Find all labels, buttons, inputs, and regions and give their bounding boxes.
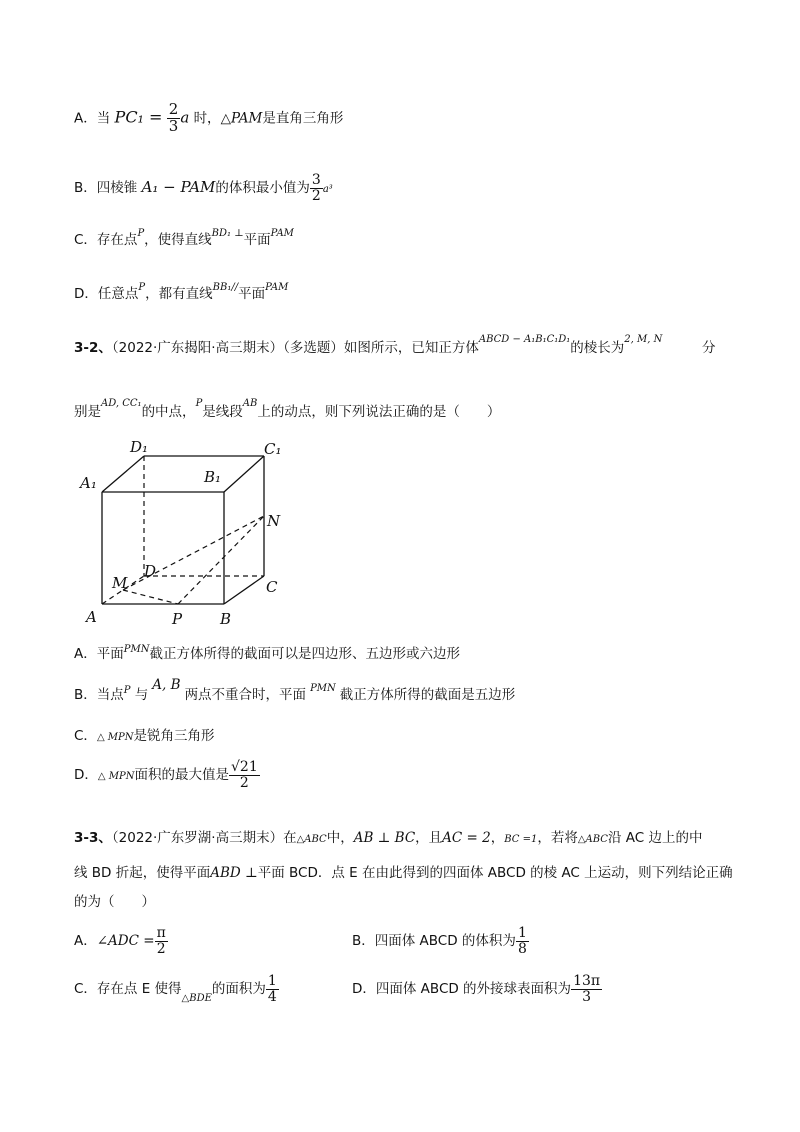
label-n: N [267, 512, 281, 530]
math-pyramid: A₁ − PAM [141, 178, 216, 197]
label-d: D [144, 562, 157, 580]
option-d-3-1: D．任意点$^P$，都有直线$^{BB_1//}$平面$^{PAM}$ [74, 282, 289, 302]
label-b: B [220, 610, 232, 628]
math-triangle-pam: △PAM [220, 110, 263, 127]
option-d-3-3: D．四面体 ABCD 的外接球表面积为 $\frac{13\pi}{3}$ [352, 973, 601, 1005]
question-number: 3-2、 [74, 340, 112, 356]
question-3-3-line1: 3-3、（2022·广东罗湖·高三期末）在△ABC中，AB ⊥ BC，且AC = 2，BC =1，若将△ABC沿 AC 边上的中 [74, 830, 703, 846]
question-3-2-line1: 3-2、（2022·广东揭阳·高三期末）（多选题）如图所示，已知正方体$^{ABCD - A_1B_1C_1D_1}$的棱长为$^{2, M, N}$ [74, 334, 663, 356]
label-b1: B₁ [204, 468, 222, 486]
option-d-3-2: D．△ MPN面积的最大值是 $\frac{√21}{2}$ [74, 759, 258, 791]
label-c: C [266, 578, 278, 596]
cube-figure [74, 436, 294, 632]
option-c-3-1: C．存在点$^P$，使得直线$^{BD_1 \perp}$平面$^{PAM}$ [74, 228, 294, 248]
label-a1: A₁ [80, 474, 97, 492]
edge-bc [224, 576, 264, 604]
label-c1: C₁ [264, 440, 282, 458]
option-b-3-1: B．四棱锥 A₁ − PAM的体积最小值为 $\frac{3}{2}$ a³ [74, 172, 333, 204]
fraction-one-quarter: $\frac{1}{4}$ [267, 973, 277, 1005]
label-m: M [112, 574, 128, 592]
option-a-3-2: A．平面$^{PMN}$截正方体所得的截面可以是四边形、五边形或六边形 [74, 644, 460, 662]
label-d1: D₁ [130, 438, 149, 456]
fraction-two-thirds: $\frac{2}{3}$ [168, 100, 179, 135]
edge-a1d1 [102, 456, 144, 492]
option-b-3-2: B．当点$^P$ 与A, B两点不重合时，平面 $^{PMN}$ 截正方体所得的截面是五边形 [74, 677, 516, 703]
option-a-3-3: A．∠ADC = $\frac{\pi}{2}$ [74, 925, 166, 957]
segment-mp [123, 590, 178, 604]
label-p: P [172, 610, 183, 628]
fraction-sqrt21-over-2: $\frac{√21}{2}$ [231, 759, 258, 791]
question-3-3-line2: 线 BD 折起，使得平面ABD ⊥平面 BCD．点 E 在由此得到的四面体 ABCD 的棱 AC 上运动，则下列结论正确 [74, 865, 733, 881]
question-3-2-line2: 别是$^{AD, CC_1}$的中点，$^P$是线段$^{AB}$上的动点，则下列说法正确的是（ ） [74, 398, 501, 420]
question-number: 3-3、 [74, 830, 112, 846]
fraction-three-halves: $\frac{3}{2}$ [311, 172, 321, 204]
edge-b1c1 [224, 456, 264, 492]
option-a-3-1: A．当 PC₁ = $\frac{2}{3}$ a 时，△PAM是直角三角形 [74, 100, 344, 135]
question-3-3-line3: 的为（ ） [74, 894, 155, 910]
label-a: A [86, 608, 97, 626]
option-c-3-3: C．存在点 E 使得$_{\triangle BDE}$的面积为 $\frac{1}{4}$ [74, 973, 277, 1005]
fraction-13pi-over-3: $\frac{13\pi}{3}$ [573, 973, 601, 1005]
math-cube: ABCD − A₁B₁C₁D₁ [478, 334, 571, 345]
math-pc1: PC₁ = [114, 107, 163, 127]
option-c-3-2: C．△ MPN是锐角三角形 [74, 728, 215, 744]
fraction-one-eighth: $\frac{1}{8}$ [517, 925, 527, 957]
segment-pn [178, 516, 264, 604]
fraction-pi-over-2: $\frac{\pi}{2}$ [156, 925, 166, 957]
option-b-3-3: B．四面体 ABCD 的体积为 $\frac{1}{8}$ [352, 925, 527, 957]
